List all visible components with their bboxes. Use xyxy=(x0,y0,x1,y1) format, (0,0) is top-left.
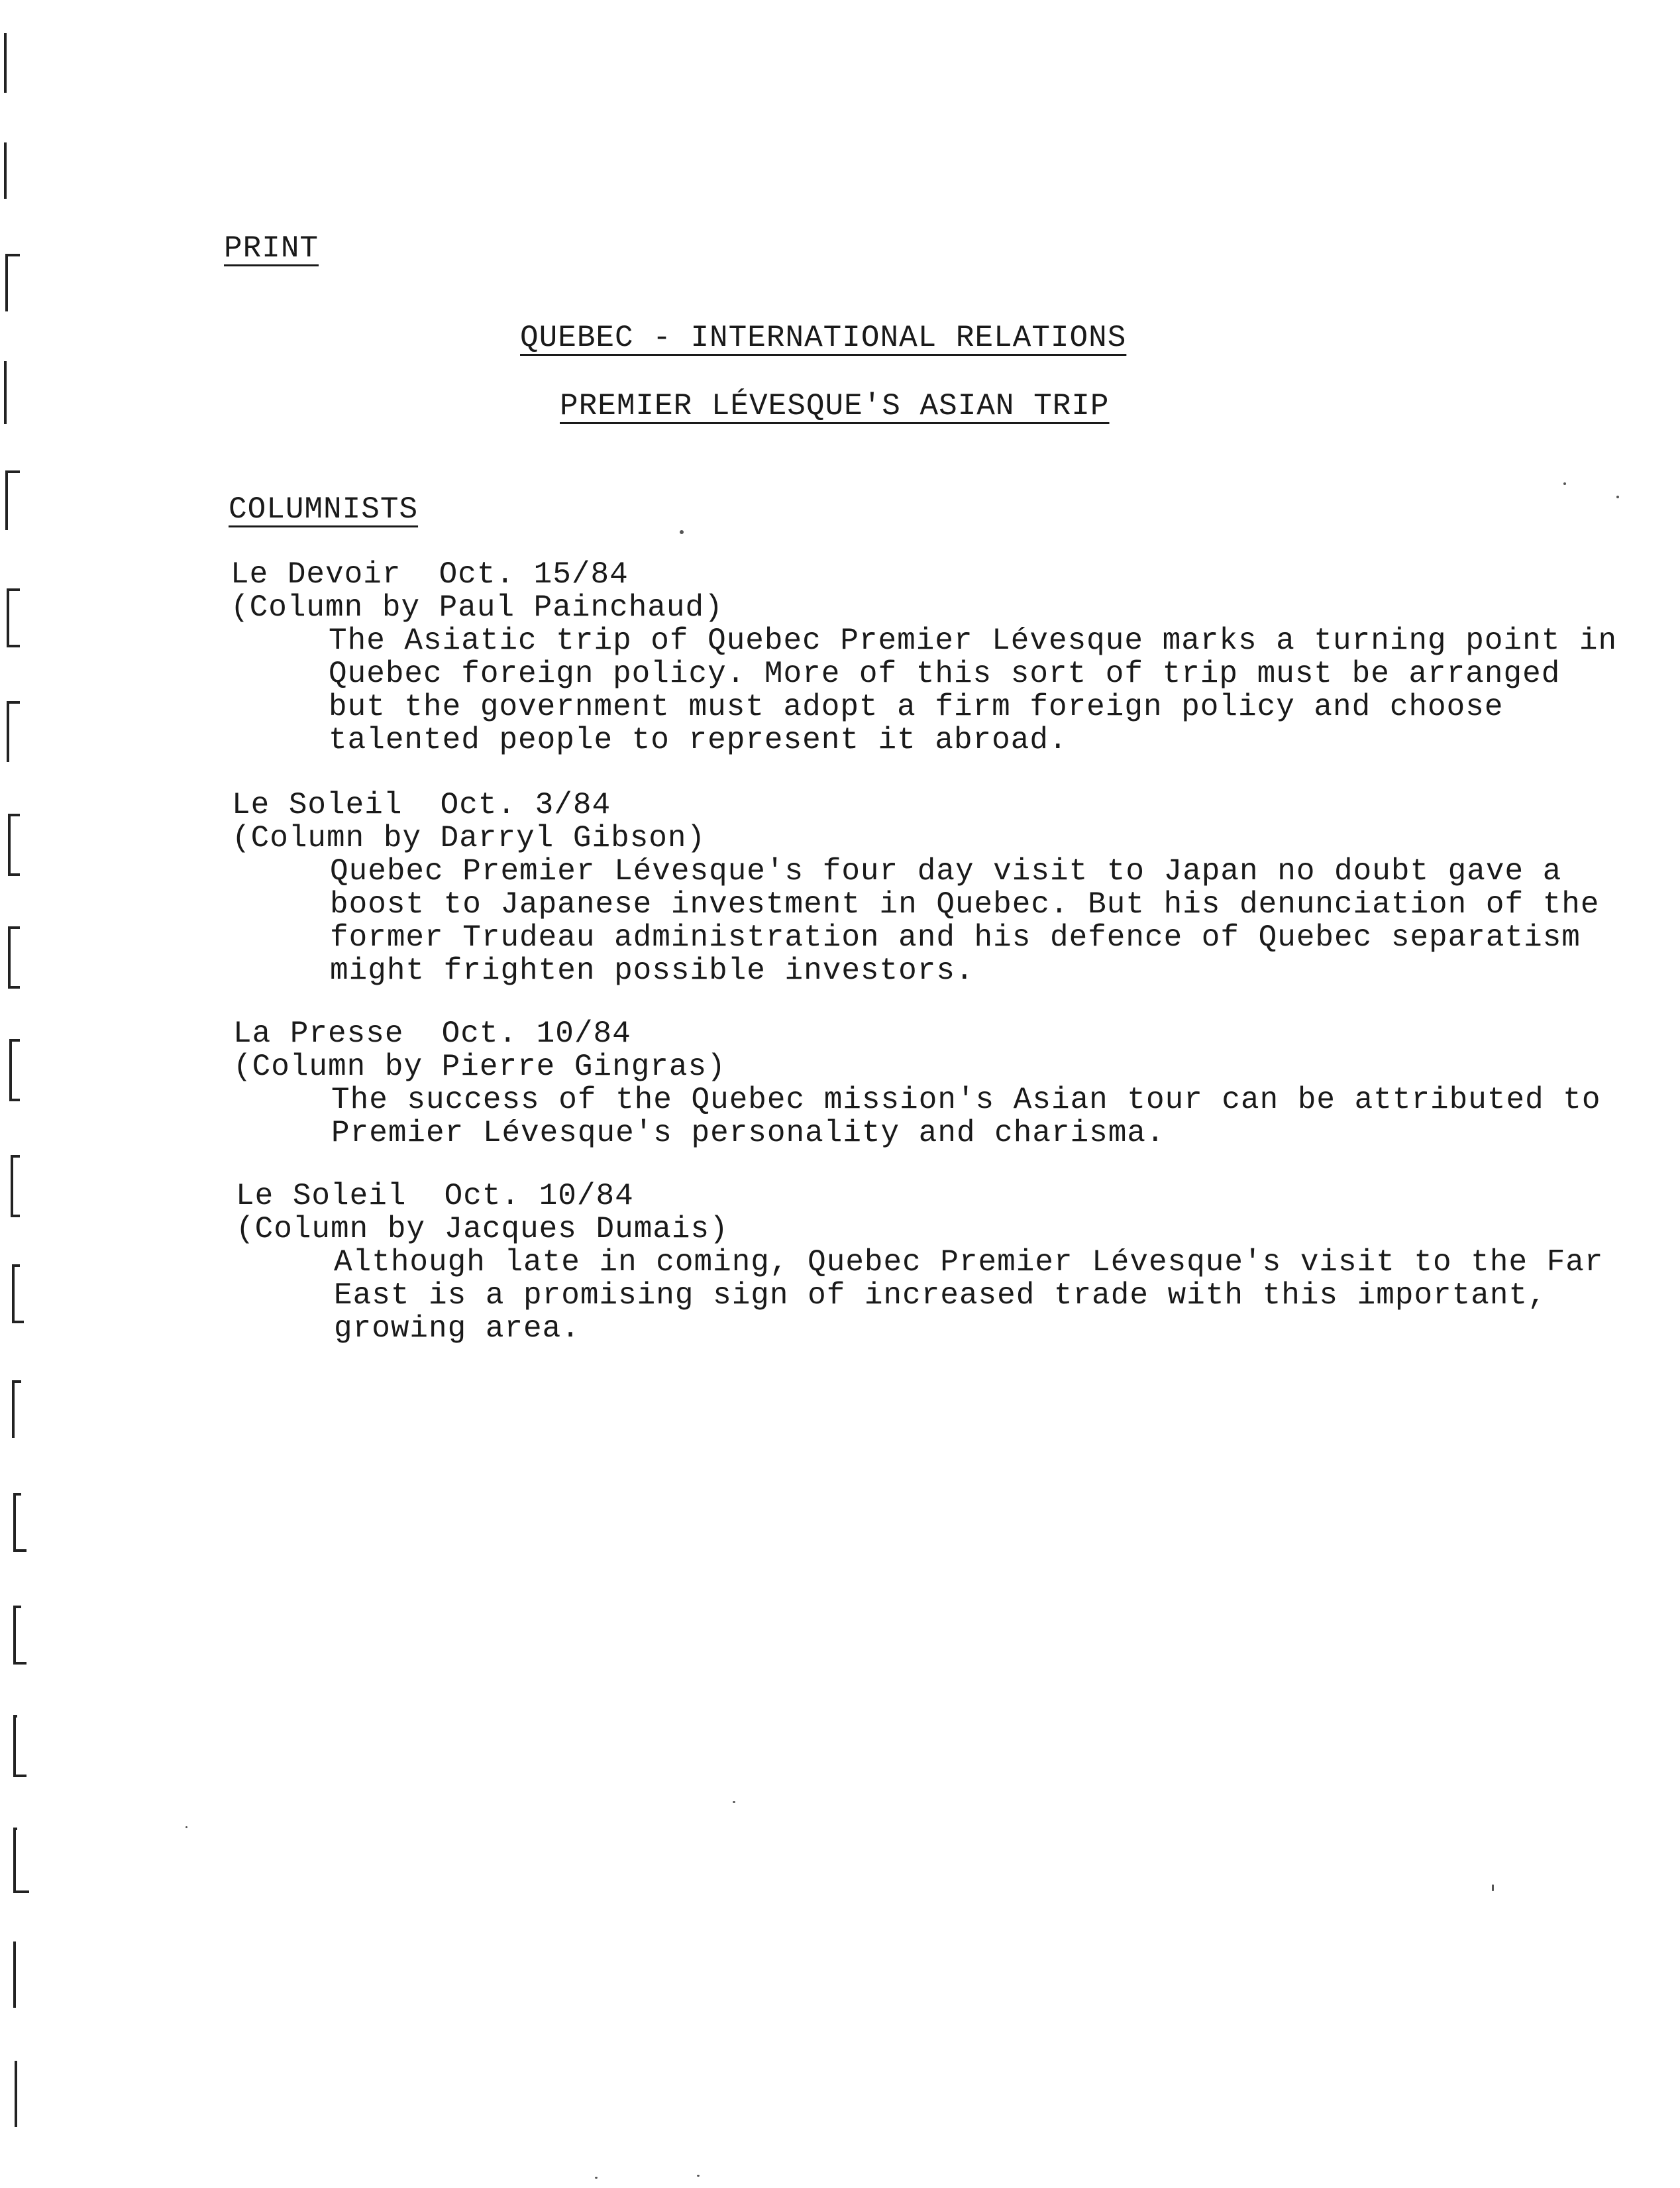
document-subtitle: PREMIER LÉVESQUE'S ASIAN TRIP xyxy=(560,389,1110,423)
entry-summary: Quebec Premier Lévesque's four day visit to Japan no doubt gave a boost to Japanese investment in Quebec. But his denunciation of the former Trudeau administration and his defence of Quebec separatism might frighten possible investors. xyxy=(330,854,1600,988)
scan-speck xyxy=(1616,496,1619,498)
scan-speck xyxy=(733,1801,735,1803)
entry-byline: (Column by Jacques Dumais) xyxy=(236,1212,729,1246)
scan-speck xyxy=(1563,482,1566,485)
entry-byline: (Column by Pierre Gingras) xyxy=(233,1050,726,1084)
column-entry xyxy=(232,789,1628,987)
document-title: QUEBEC - INTERNATIONAL RELATIONS xyxy=(520,321,1127,355)
entry-source-date: Le Soleil Oct. 3/84 xyxy=(232,788,611,822)
column-entry xyxy=(231,558,1627,757)
entry-source-date: Le Soleil Oct. 10/84 xyxy=(236,1179,634,1213)
scan-speck xyxy=(697,2175,700,2177)
scan-speck xyxy=(185,1826,187,1828)
entry-source-date: Le Devoir Oct. 15/84 xyxy=(231,557,629,592)
entry-byline: (Column by Paul Painchaud) xyxy=(231,590,723,625)
entry-summary: The Asiatic trip of Quebec Premier Lévesque marks a turning point in Quebec foreign policy. More of this sort of trip must be arranged but the government must adopt a firm foreign policy and choose talented people to represent it abroad. xyxy=(329,624,1618,757)
entry-source-date: La Presse Oct. 10/84 xyxy=(233,1016,631,1051)
entry-summary: Although late in coming, Quebec Premier Lévesque's visit to the Far East is a promising sign of increased trade with this important, growing area. xyxy=(334,1245,1604,1346)
binder-edge-marks xyxy=(0,0,60,2188)
scan-speck xyxy=(595,2177,598,2179)
section-label: PRINT xyxy=(224,231,319,266)
scan-speck xyxy=(680,530,684,534)
column-entry xyxy=(236,1179,1632,1345)
entry-byline: (Column by Darryl Gibson) xyxy=(232,821,706,855)
scan-speck xyxy=(1492,1885,1494,1891)
entry-summary: The success of the Quebec mission's Asian tour can be attributed to Premier Lévesque's personality and charisma. xyxy=(331,1083,1601,1150)
column-entry xyxy=(233,1017,1630,1150)
category-heading: COLUMNISTS xyxy=(229,492,419,527)
